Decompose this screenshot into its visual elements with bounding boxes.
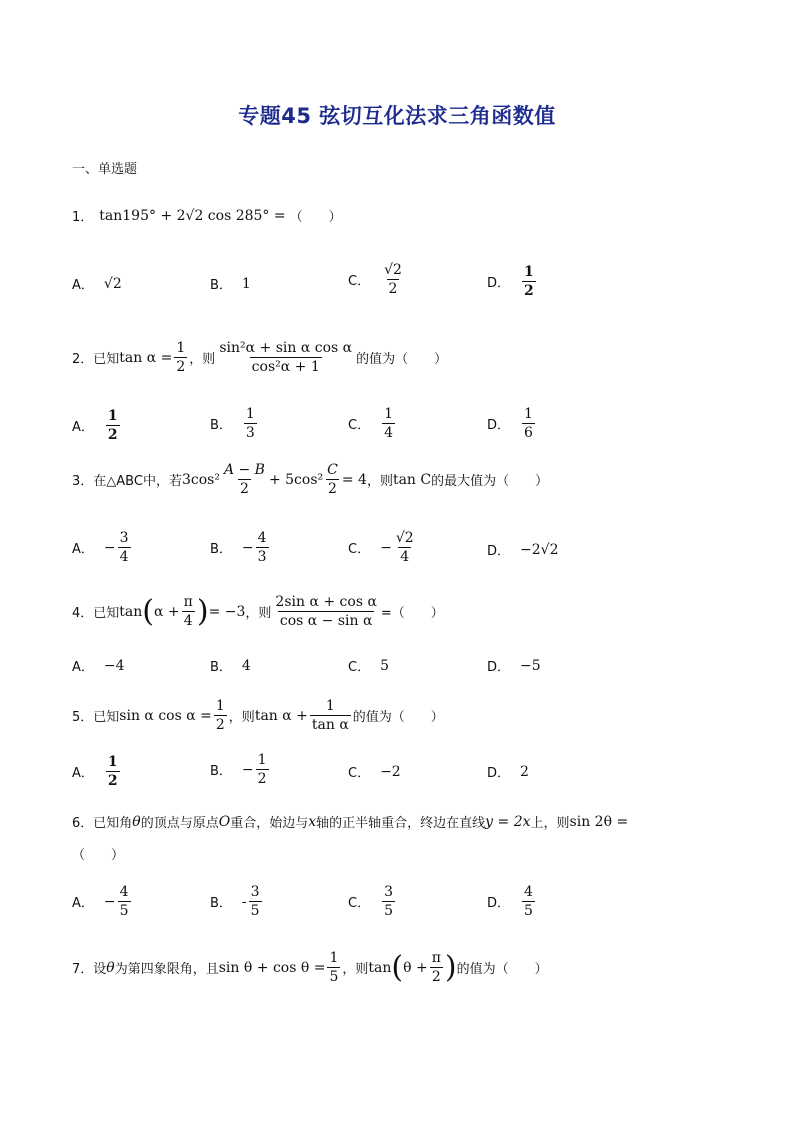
option-letter: C． — [348, 274, 371, 290]
option-c[interactable] — [348, 884, 397, 919]
question-number: 1． — [72, 210, 94, 225]
option-value: 1 — [241, 275, 251, 292]
section-heading: 一、单选题 — [72, 162, 138, 177]
option-c[interactable] — [348, 406, 397, 441]
expression: y = 2x — [485, 813, 531, 830]
option-d[interactable] — [487, 656, 541, 675]
fraction: $\frac{3}{5}$ — [384, 884, 393, 920]
sign: − — [241, 761, 254, 778]
expression: = 4 — [341, 471, 367, 488]
expression: tan — [368, 959, 392, 976]
option-letter: C． — [348, 896, 371, 912]
option-letter: B． — [210, 764, 232, 780]
fraction: $\frac{\pi}{4}$ — [183, 594, 193, 630]
option-b[interactable] — [210, 884, 264, 919]
sign: − — [241, 539, 254, 556]
option-c[interactable] — [348, 762, 401, 781]
option-c[interactable] — [348, 656, 389, 675]
condition: sin α cos α = — [119, 707, 212, 724]
question-text: 上，则 — [530, 816, 570, 831]
option-b[interactable] — [210, 406, 259, 441]
symbol: θ — [132, 813, 141, 830]
option-letter: D． — [487, 896, 511, 912]
option-b[interactable] — [210, 752, 271, 787]
question-text: 已知角 — [93, 816, 133, 831]
option-a[interactable] — [72, 274, 122, 293]
question-text: ，则 — [228, 710, 255, 726]
option-d[interactable] — [487, 884, 537, 919]
option-letter: B． — [210, 896, 232, 912]
answer-blank: =（ ） — [380, 606, 444, 622]
option-value: 2 — [520, 763, 529, 780]
option-letter: D． — [487, 544, 511, 559]
option-letter: A． — [72, 542, 94, 558]
right-paren: ) — [444, 949, 457, 985]
question-3 — [72, 462, 548, 497]
fraction: $\frac{\text{sin²α + sin α cos α}}{\text{cos²α + 1}}$ — [219, 340, 353, 376]
fraction: $\frac{1}{2}$ — [524, 264, 534, 300]
question-text: 已知 — [93, 710, 120, 726]
option-c[interactable] — [348, 530, 418, 565]
question-7 — [72, 950, 548, 985]
option-value: −2 — [380, 763, 401, 780]
question-text: 已知 — [93, 352, 120, 368]
fraction: $\frac{A - B}{2}$ — [223, 462, 265, 498]
option-a[interactable] — [72, 530, 133, 565]
right-paren: ) — [196, 593, 209, 629]
symbol: θ — [106, 959, 115, 976]
question-2 — [72, 340, 447, 375]
option-letter: D． — [487, 418, 511, 434]
option-value: −4 — [103, 657, 125, 674]
question-text: 在△ABC中，若 — [93, 474, 182, 490]
question-number: 4． — [72, 606, 94, 622]
answer-blank: 的值为（ ） — [456, 962, 548, 978]
fraction: $\frac{3}{5}$ — [250, 884, 260, 920]
expression: tan C — [392, 471, 432, 488]
option-b[interactable] — [210, 274, 251, 293]
answer-blank: 的值为（ ） — [352, 710, 444, 726]
question-number: 3． — [72, 474, 94, 490]
symbol: O — [218, 813, 231, 830]
option-c[interactable] — [348, 262, 406, 297]
question-number: 6． — [72, 816, 94, 831]
fraction: $\frac{√2}{4}$ — [395, 530, 414, 566]
question-6 — [72, 812, 628, 831]
option-letter: D． — [487, 660, 511, 675]
option-b[interactable] — [210, 530, 271, 565]
symbol: x — [308, 813, 317, 830]
answer-blank: 的值为（ ） — [356, 352, 448, 368]
answer-blank: （ ） — [289, 210, 342, 225]
answer-blank: 的最大值为（ ） — [431, 474, 549, 490]
option-a[interactable] — [72, 656, 125, 675]
fraction: $\frac{1}{2}$ — [176, 340, 186, 376]
question-text: 的顶点与原点 — [140, 816, 219, 831]
question-text: ，则 — [189, 352, 216, 368]
fraction: $\frac{4}{5}$ — [524, 884, 533, 920]
question-number: 7． — [72, 962, 94, 978]
option-letter: D． — [487, 766, 511, 781]
fraction: $\frac{1}{6}$ — [524, 406, 533, 442]
option-d[interactable] — [487, 406, 537, 441]
option-letter: C． — [348, 766, 371, 781]
option-value: 5 — [380, 657, 389, 674]
question-5 — [72, 698, 444, 733]
condition: tan α = — [119, 349, 173, 366]
option-b[interactable] — [210, 656, 251, 675]
option-letter: C． — [348, 660, 371, 675]
sign: − — [103, 539, 116, 556]
sign: − — [103, 893, 116, 910]
question-text: 为第四象限角，且 — [114, 962, 219, 978]
fraction: $\frac{1}{2}$ — [257, 752, 267, 788]
sign: − — [380, 539, 392, 556]
left-paren: ( — [391, 949, 404, 985]
option-letter: B． — [210, 418, 232, 434]
question-stem: tan195° + 2√2 cos 285° = — [99, 207, 286, 224]
question-4 — [72, 594, 444, 629]
question-text: ，则 — [342, 962, 369, 978]
option-d[interactable] — [487, 264, 538, 299]
condition: sin θ + cos θ = — [218, 959, 326, 976]
fraction: $\frac{\text{2sin α + cos α}}{\text{cos α − sin α}}$ — [275, 594, 377, 630]
question-text: ，则 — [366, 474, 393, 490]
fraction: $\frac{\pi}{2}$ — [431, 950, 441, 986]
expression: α + — [154, 603, 180, 620]
option-letter: C． — [348, 418, 371, 434]
option-letter: B． — [210, 660, 232, 675]
fraction: $\frac{1}{\text{tan α}}$ — [311, 698, 349, 734]
fraction: $\frac{4}{5}$ — [119, 884, 129, 920]
fraction: $\frac{1}{5}$ — [329, 950, 339, 986]
sign: - — [241, 893, 247, 910]
option-letter: A． — [72, 660, 94, 675]
expression: 3cos² — [181, 471, 220, 488]
fraction: $\frac{1}{3}$ — [245, 406, 255, 442]
left-paren: ( — [142, 593, 155, 629]
option-value: −5 — [520, 657, 541, 674]
expression: tan — [119, 603, 143, 620]
question-number: 2． — [72, 352, 94, 368]
fraction: $\frac{3}{4}$ — [119, 530, 129, 566]
fraction: $\frac{1}{2}$ — [215, 698, 225, 734]
option-letter: D． — [487, 276, 511, 292]
option-letter: A． — [72, 420, 94, 436]
option-letter: B． — [210, 542, 232, 558]
option-letter: A． — [72, 766, 94, 782]
option-d[interactable] — [487, 540, 558, 559]
question-1 — [72, 206, 342, 225]
answer-blank-line — [72, 844, 124, 863]
option-a[interactable] — [72, 884, 133, 919]
option-value: √2 — [103, 275, 122, 292]
expression: + 5cos² — [268, 471, 324, 488]
fraction: $\frac{1}{2}$ — [107, 408, 118, 444]
expression: = −3 — [208, 603, 246, 620]
answer-blank: （ ） — [72, 848, 125, 863]
fraction: $\frac{4}{3}$ — [257, 530, 267, 566]
question-text: 已知 — [93, 606, 120, 622]
option-d[interactable] — [487, 762, 529, 781]
fraction: $\frac{√2}{2}$ — [384, 262, 402, 298]
question-number: 5． — [72, 710, 94, 726]
fraction: $\frac{1}{4}$ — [384, 406, 393, 442]
option-letter: A． — [72, 278, 94, 293]
fraction: $\frac{1}{2}$ — [107, 754, 118, 790]
page-title: 专题45 弦切互化法求三角函数值 — [238, 104, 556, 128]
option-letter: C． — [348, 542, 371, 558]
question-text: 重合，始边与 — [230, 816, 309, 831]
question-text: ，则 — [245, 606, 272, 622]
option-value: 4 — [241, 657, 251, 674]
expression: sin 2θ = — [569, 813, 629, 830]
option-letter: A． — [72, 896, 94, 912]
question-text: 设 — [93, 962, 107, 978]
option-a[interactable] — [72, 754, 122, 789]
fraction: $\frac{C}{2}$ — [327, 462, 338, 498]
option-value: −2√2 — [520, 541, 559, 558]
expression: θ + — [403, 959, 428, 976]
question-text: 轴的正半轴重合，终边在直线 — [316, 816, 486, 831]
expression: tan α + — [254, 707, 308, 724]
option-letter: B． — [210, 278, 232, 293]
option-a[interactable] — [72, 408, 122, 443]
